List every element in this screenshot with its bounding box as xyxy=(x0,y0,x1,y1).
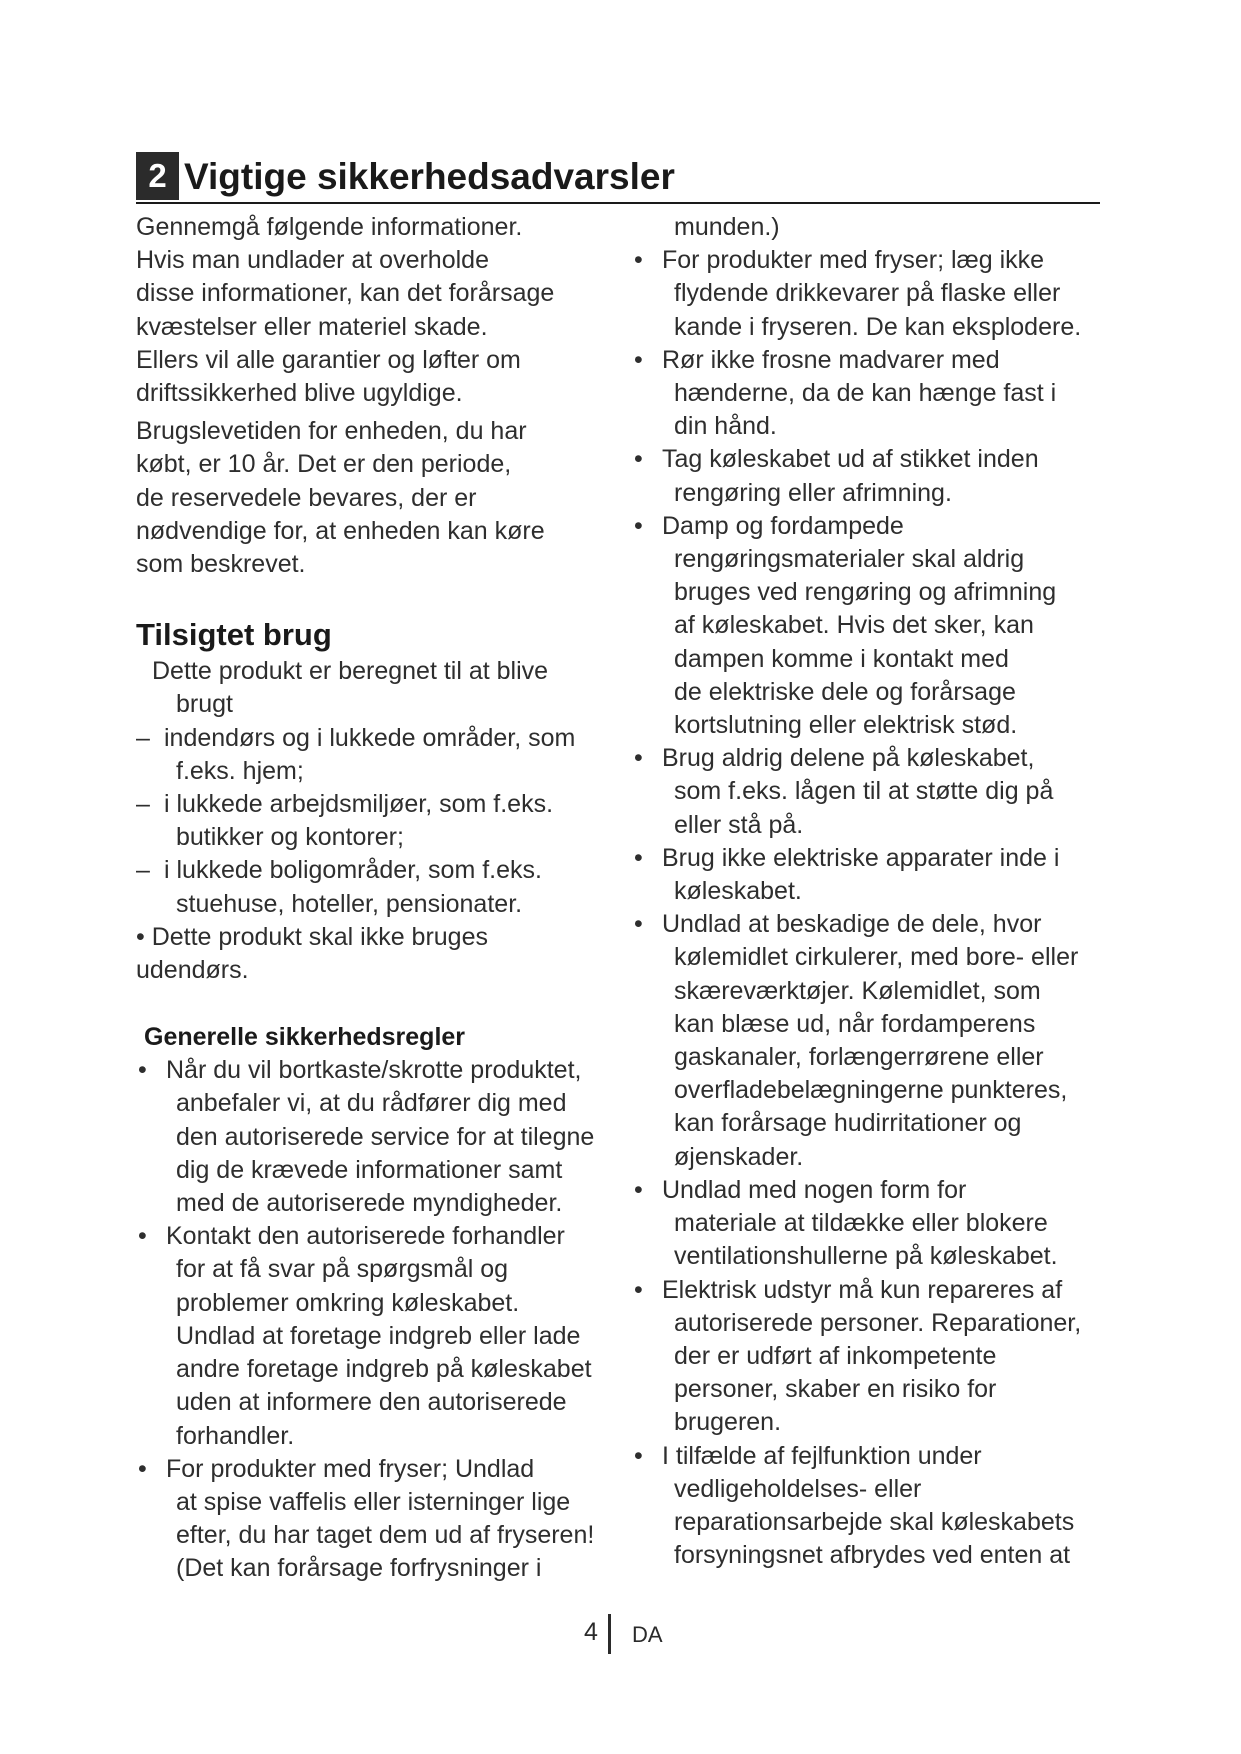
list-item xyxy=(632,1274,1132,1440)
text-line: Hvis man undlader at overholde xyxy=(136,246,489,275)
text-line: de reservedele bevares, der er xyxy=(136,483,477,512)
text-line: Brugslevetiden for enheden, du har xyxy=(136,417,527,446)
text-line: dampen komme i kontakt med xyxy=(674,644,1009,673)
bullet-marker: • xyxy=(138,1056,147,1085)
text-line: kølemidlet cirkulerer, med bore- eller xyxy=(674,943,1079,972)
section-number-badge: 2 xyxy=(136,152,179,200)
text-line: dig de krævede informationer samt xyxy=(176,1155,563,1184)
list-item xyxy=(632,443,1132,509)
list-item xyxy=(632,842,1132,908)
text-line: f.eks. hjem; xyxy=(176,756,304,785)
text-line: Gennemgå følgende informationer. xyxy=(136,213,523,241)
text-line: der er udført af inkompetente xyxy=(674,1341,997,1370)
text-line: køleskabet. xyxy=(674,877,802,906)
list-item xyxy=(632,244,1132,344)
text-line: Undlad at foretage indgreb eller lade xyxy=(176,1321,581,1350)
dash-marker: – xyxy=(136,790,150,819)
text-line: i lukkede arbejdsmiljøer, som f.eks. xyxy=(164,790,554,819)
page-number: 4 xyxy=(584,1618,598,1646)
text-line: disse informationer, kan det forårsage xyxy=(136,279,555,308)
text-line: vedligeholdelses- eller xyxy=(674,1474,922,1503)
text-line: købt, er 10 år. Det er den periode, xyxy=(136,450,512,479)
text-line: For produkter med fryser; læg ikke xyxy=(662,246,1045,275)
bullet-marker: • xyxy=(634,511,643,540)
text-line: uden at informere den autoriserede xyxy=(176,1388,567,1417)
text-line: øjenskader. xyxy=(674,1142,804,1171)
text-line: kvæstelser eller materiel skade. xyxy=(136,312,488,341)
bullet-marker: • xyxy=(634,246,643,275)
bullet-marker: • xyxy=(634,1275,643,1304)
dash-marker: – xyxy=(136,856,150,885)
text-line: ventilationshullerne på køleskabet. xyxy=(674,1242,1058,1271)
continuation-line: munden.) xyxy=(674,213,780,241)
text-line: problemer omkring køleskabet. xyxy=(176,1288,520,1317)
text-line: • Dette produkt skal ikke bruges xyxy=(136,922,488,951)
text-line: Rør ikke frosne madvarer med xyxy=(662,345,1000,374)
list-item xyxy=(136,854,636,920)
text-line: Kontakt den autoriserede forhandler xyxy=(166,1222,565,1251)
text-line: skæreværktøjer. Kølemidlet, som xyxy=(674,976,1041,1005)
text-line: Når du vil bortkaste/skrotte produktet, xyxy=(166,1056,582,1085)
text-line: bruges ved rengøring og afrimning xyxy=(674,578,1057,607)
text-line: de elektriske dele og forårsage xyxy=(674,677,1016,706)
list-item xyxy=(136,788,636,854)
bullet-marker: • xyxy=(138,1222,147,1251)
bullet-marker: • xyxy=(634,744,643,773)
text-line: Brug aldrig delene på køleskabet, xyxy=(662,744,1035,773)
dash-marker: – xyxy=(136,723,150,752)
text-line: anbefaler vi, at du rådfører dig med xyxy=(176,1089,567,1118)
text-line: (Det kan forårsage forfrysninger i xyxy=(176,1554,542,1583)
text-line: forhandler. xyxy=(176,1421,295,1450)
text-line: med de autoriserede myndigheder. xyxy=(176,1189,563,1218)
text-line: Brug ikke elektriske apparater inde i xyxy=(662,843,1060,872)
text-line: brugeren. xyxy=(674,1408,782,1437)
text-line: indendørs og i lukkede områder, som xyxy=(164,723,576,752)
text-line: som beskrevet. xyxy=(136,550,306,579)
text-line: rengøring eller afrimning. xyxy=(674,478,952,507)
text-line: reparationsarbejde skal køleskabets xyxy=(674,1507,1075,1536)
text-line: nødvendige for, at enheden kan køre xyxy=(136,516,545,545)
lifetime-paragraph xyxy=(136,415,636,581)
text-line: hænderne, da de kan hænge fast i xyxy=(674,379,1057,408)
left-column xyxy=(136,211,636,1586)
text-line: Undlad med nogen form for xyxy=(662,1175,967,1204)
text-line: at spise vaffelis eller isterninger lige xyxy=(176,1487,571,1516)
bullet-marker: • xyxy=(634,1175,643,1204)
list-item xyxy=(136,722,636,788)
list-item xyxy=(136,1220,636,1452)
section-header xyxy=(136,152,1100,204)
text-line: eller stå på. xyxy=(674,810,804,839)
text-line: For produkter med fryser; Undlad xyxy=(166,1454,535,1483)
text-line: overfladebelægningerne punkteres, xyxy=(674,1076,1068,1105)
bullet-marker: • xyxy=(634,345,643,374)
tilsigtet-brug-heading: Tilsigtet brug xyxy=(136,617,332,653)
text-line: personer, skaber en risiko for xyxy=(674,1375,997,1404)
bullet-marker: • xyxy=(634,1441,643,1470)
text-line: materiale at tildække eller blokere xyxy=(674,1209,1048,1238)
list-item xyxy=(136,1453,636,1586)
text-line: efter, du har taget dem ud af fryseren! xyxy=(176,1521,595,1550)
intro-paragraph xyxy=(136,211,636,410)
text-line: i lukkede boligområder, som f.eks. xyxy=(164,856,542,885)
text-line: den autoriserede service for at tilegne xyxy=(176,1122,595,1151)
text-line: kande i fryseren. De kan eksplodere. xyxy=(674,312,1082,341)
bullet-marker: • xyxy=(138,1454,147,1483)
text-line: Dette produkt er beregnet til at blive xyxy=(152,657,549,686)
text-line: udendørs. xyxy=(136,956,249,985)
list-item xyxy=(632,1174,1132,1274)
text-line: brugt xyxy=(176,690,233,719)
text-line: driftssikkerhed blive ugyldige. xyxy=(136,379,463,408)
text-line: autoriserede personer. Reparationer, xyxy=(674,1308,1082,1337)
text-line: gaskanaler, forlængerrørene eller xyxy=(674,1043,1044,1072)
text-line: butikker og kontorer; xyxy=(176,823,404,852)
outdoor-note xyxy=(136,921,636,987)
language-code: DA xyxy=(632,1622,663,1647)
text-line: Tag køleskabet ud af stikket inden xyxy=(662,445,1039,474)
tilsigtet-intro xyxy=(136,655,636,721)
text-line: Damp og fordampede xyxy=(662,511,904,540)
text-line: kan blæse ud, når fordamperens xyxy=(674,1009,1036,1038)
list-item xyxy=(632,510,1132,742)
list-item xyxy=(136,1054,636,1220)
text-line: andre foretage indgreb på køleskabet xyxy=(176,1355,592,1384)
text-line: for at få svar på spørgsmål og xyxy=(176,1255,509,1284)
text-line: rengøringsmaterialer skal aldrig xyxy=(674,545,1025,574)
right-column xyxy=(632,211,1132,1572)
text-line: din hånd. xyxy=(674,412,777,441)
list-item xyxy=(632,1440,1132,1573)
text-line: I tilfælde af fejlfunktion under xyxy=(662,1441,982,1470)
list-item xyxy=(632,908,1132,1174)
bullet-marker: • xyxy=(634,843,643,872)
text-line: stuehuse, hoteller, pensionater. xyxy=(176,889,523,918)
text-line: Elektrisk udstyr må kun repareres af xyxy=(662,1275,1063,1304)
text-line: af køleskabet. Hvis det sker, kan xyxy=(674,611,1034,640)
text-line: kan forårsage hudirritationer og xyxy=(674,1109,1022,1138)
section-title: Vigtige sikkerhedsadvarsler xyxy=(184,156,675,197)
text-line: som f.eks. lågen til at støtte dig på xyxy=(674,777,1054,806)
bullet-marker: • xyxy=(634,910,643,939)
text-line: forsyningsnet afbrydes ved enten at xyxy=(674,1541,1071,1570)
text-line: kortslutning eller elektrisk stød. xyxy=(674,711,1018,740)
text-line: Ellers vil alle garantier og løfter om xyxy=(136,345,521,374)
text-line: Undlad at beskadige de dele, hvor xyxy=(662,910,1042,939)
text-line: flydende drikkevarer på flaske eller xyxy=(674,279,1061,308)
bullet-marker: • xyxy=(634,445,643,474)
footer-divider xyxy=(608,1614,611,1654)
generelle-heading: Generelle sikkerhedsregler xyxy=(144,1023,466,1052)
list-item xyxy=(632,742,1132,842)
list-item xyxy=(632,344,1132,444)
